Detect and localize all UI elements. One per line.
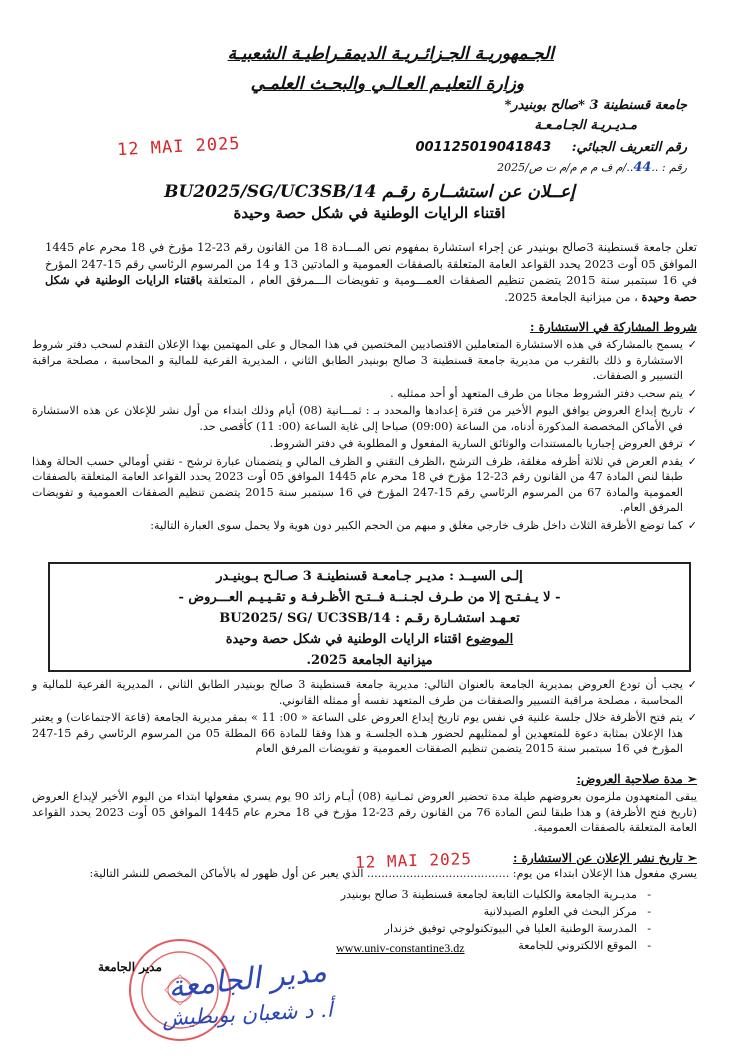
check-icon: ✓ — [687, 338, 697, 351]
ref-suffix: ../م ف م م م/م ت ص/2025 — [497, 161, 634, 174]
check-icon: ✓ — [687, 518, 697, 532]
announcement-title: إعــلان عن استشــارة رقـم BU2025/SG/UC3SB/14 — [164, 182, 575, 202]
validity-paragraph: يبقى المتعهدون ملزمون بعروضهم طيلة مدة تحضير العروض ثمـانية (08) أيـام زائد 90 يوم يسري مفعولها ابتداء من اليوم الأخير لإيداع العروض (تاريخ فتح الأظرفة) و هذا طبقا لنص المادة 76 من القانون رقم 23-12 مؤرخ في 18 محرم عام 1445 الموافق 05 أوت 2023 يحدد القواعد العامة المتعلقة بالصفقات العمومية. — [32, 790, 698, 834]
envelope-subject: الموضوع اقتناء الرايات الوطنية في شكل حصة وحيدة — [225, 632, 514, 647]
fiscal-id-label: رقم التعريف الجبائي: — [571, 140, 687, 155]
publication-paragraph: يسري مفعول هذا الإعلان ابتداء من يوم: ........................................ الذي يعبر عن أول ظهور له بالأماكن المخصص للنشر التالية: — [89, 867, 697, 880]
check-icon: ✓ — [687, 454, 697, 468]
list-item: - المدرسة الوطنية العليا في البيوتكنولوجي توفيق خزندار — [384, 922, 651, 935]
participation-conditions-list — [32, 337, 697, 535]
list-item: ✓ يجب أن تودع العروض بمديرية الجامعة بالعنوان التالي: مديرية جامعة قسنطينة 3 صالح بوبنيدر الطابق الثاني ، المديرية الفرعية للمالية و المحاسبة ، مصلحة مراقبة التسيير والصفقات من طرف المتعهد نفسه أو ممثله القانوني. — [32, 678, 697, 707]
list-item: ✓ يقدم العرض في ثلاثة أظرفه مغلقة، ظرف الترشح ،الظرف التقني و الظرف المالي و يتضمنان عبارة ترشح - تقني أومالي حسب الحالة وهذا طبقا لنص المادة 47 من القانون رقم 23-12 مؤرخ في 18 محرم عام 1445 الموافق 05 أوت 2023 يحدد القواعد العامة المتعلقة بالصفقات العمومية والمادة 67 من المرسوم الرئاسي رقم 15-247 المؤرخ في 16 سبتمبر سنة 2015 يتضمن تنظيم الصفقات العمومية و تفويضات المرفق العام. — [32, 454, 697, 514]
ref-label: رقم : .. — [651, 161, 687, 174]
republic-heading: الجـمهوريـة الجـزائـريـة الديمقـراطيـة الشعبيـة — [227, 44, 554, 64]
fiscal-id-number: 001125019041843 — [415, 140, 552, 155]
envelope-consultation-ref: تعـهـد استشـارة رقـم : BU2025/ SG/ UC3SB/14 — [219, 611, 520, 626]
signature-stamp-name: أ. د شعبان بوبطيش — [161, 997, 334, 1031]
list-item: - مديـرية الجامعة والكليات التابعة لجامعة قسنطينة 3 صالح بوبنيدر — [340, 888, 651, 901]
list-item: ✓ كما توضع الأظرفة الثلاث داخل ظرف خارجي مغلق و مبهم من الحجم الكبير دون هوية ولا يحمل سوى العبارة التالية: — [150, 518, 697, 532]
check-icon: ✓ — [687, 404, 697, 417]
list-item: - الموقع الالكتروني للجامعة — [518, 939, 651, 952]
section-validity-heading: ➢ مدة صلاحية العروض: — [576, 772, 697, 786]
envelope-budget: ميزانية الجامعة 2025. — [306, 653, 433, 668]
check-icon: ✓ — [687, 437, 697, 450]
university-name: جامعة قسنطينة 3 *صالح بوبنيدر* — [504, 98, 687, 113]
date-stamp-top: 12 MAI 2025 — [116, 133, 242, 161]
list-item: ✓ يتم سحب دفتر الشروط مجانا من طرف المتعهد أو أحد ممثليه . — [390, 386, 697, 400]
ministry-heading: وزارة التعليـم العـالـي والبحـث العلمـي — [250, 74, 524, 94]
list-item: ✓ يسمح بالمشاركة في هذه الاستشارة المتعاملين الاقتصاديين المختصين في هذا المجال و على المهتمين بهذا الإعلان التقدم لسحب دفتر شروط الاستشارة و ذلك بالتقرب من مديرية جامعة قسنطينة 3 صالح بوبنيدر الطابق الثاني ، المديرية الفرعية للمالية و المحاسبة ، مصلحة مراقبة التسيير و الصفقات. — [32, 338, 697, 382]
date-stamp-bottom: 12 MAI 2025 — [354, 848, 473, 873]
list-item: ✓ ترفق العروض إجباريا بالمستندات والوثائق السارية المفعول و المطلوبة في دفتر الشروط. — [269, 437, 697, 450]
ref-handwritten-number: 44 — [633, 160, 652, 175]
arrow-icon: ➢ — [682, 772, 697, 786]
reference-number — [497, 160, 687, 175]
directorate-name: مـديـريـة الجـامـعـة — [534, 118, 637, 133]
list-item: - مركز البحث في العلوم الصيدلانية — [483, 905, 651, 918]
intro-paragraph — [45, 239, 697, 305]
list-item: ✓ تاريخ إيداع العروض يوافق اليوم الأخير من فترة إعدادها والمحدد بـ : ثمـــانية (08) أيام وذلك ابتداء من أول نشر للإعلان عن هذه الاستشارة في الأماكن المخصصة المذكورة أدناه، من الساعة (09:00) صباحا إلى غاية الساعة (00: 11) كأقصى حد. — [32, 404, 697, 433]
announcement-subject: اقتناء الرايات الوطنية في شكل حصة وحيدة — [233, 204, 506, 222]
check-icon: ✓ — [687, 678, 697, 691]
check-icon: ✓ — [687, 711, 697, 724]
deposit-conditions-list — [32, 677, 697, 759]
section-publication-heading: ➢ تاريخ نشر الإعلان عن الاستشارة : — [513, 851, 697, 865]
signature-stamp-title: مدير الجامعة — [166, 953, 329, 1006]
list-item: ✓ يتم فتح الأظرفة خلال جلسة علنية في نفس يوم تاريخ إيداع العروض على الساعة « 00: 11 » بمقر مديرية الجامعة (قاعة الاجتماعات) و يعتبر هذا الإعلان بمثابة دعوة للمتعهدين أو لممثليهم لحضور هـذه الجلسـة و هذا وفقا للمادة 66 المطلة 05 من المرسوم الرئاسي رقم 15-247 المؤرخ في 16 سبتمبر سنة 2015 يتضمن تنظيم الصفقات العمومية و تفويضات المرفق العام — [32, 711, 697, 755]
intro-text: تعلن جامعة قسنطينة 3صالح بوبنيدر عن إجراء استشارة بمفهوم نص المـــادة 18 من القانون رقم 23-12 مؤرخ في 18 محرم عام 1445 الموافق 05 أوت 2023 يحدد القواعد العامة المتعلقة بالصفقات العمومية و المادتين 13 و 14 من المرسوم الرئاسي رقم 15-247 المؤرخ في 16 سبتمبر سنة 2015 يتضمن تنظيم الصفقات العمـــومية و تفويضات الـــمرفق العام ، المتعلقة — [45, 240, 698, 287]
envelope-label-box — [48, 562, 691, 672]
arrow-icon: ➢ — [682, 851, 697, 865]
check-icon: ✓ — [687, 386, 697, 400]
rector-title: مدير الجامعة — [98, 960, 162, 974]
section-participation-heading: شروط المشاركة في الاستشارة : — [530, 320, 697, 334]
university-website-link[interactable]: www.univ-constantine3.dz — [336, 941, 465, 955]
intro-bold-subject: باقتناء الرايات الوطنية في شكل حصة وحيدة — [45, 273, 697, 304]
envelope-warning: - لا يـفـتـح إلا من طـرف لجـنــة فــتـح الأظـرفـة و تقـيـيـم العـــروض - — [178, 590, 561, 605]
intro-tail: ، من ميزانية الجامعة 2025. — [504, 289, 638, 304]
fiscal-id — [415, 140, 687, 155]
envelope-addressee: إلـى السيــد : مديـر جـامعـة قسنطينـة 3 صـالـح بـوبنيـدر — [216, 569, 523, 584]
